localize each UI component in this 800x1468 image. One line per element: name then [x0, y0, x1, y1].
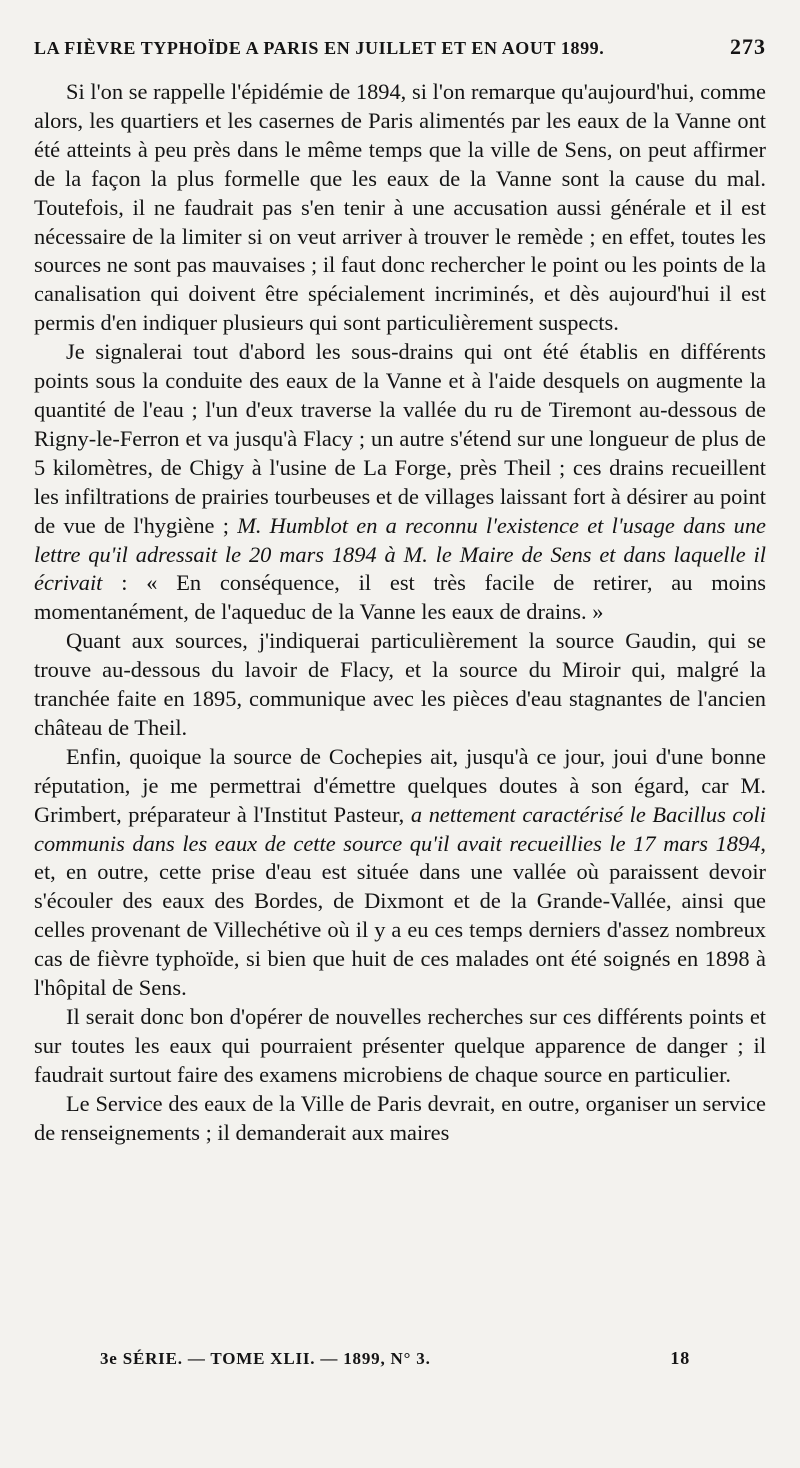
- series-info: 3e SÉRIE. — TOME XLII. — 1899, N° 3.: [100, 1349, 431, 1368]
- paragraph: [34, 78, 766, 338]
- text-segment: Je signalerai tout d'abord les sous-drains qui ont été établis en différents points sous la conduite des eaux de la Vanne et à l'aide desquels on augmente la quantité de l'eau ; l'un d'eux traverse la vallée du ru de Tiremont au-dessous de Rigny-le-Ferron et va jusqu'à Flacy ; un autre s'étend sur une longueur de plus de 5 kilomètres, de Chigy à l'usine de La Forge, près Theil ; ces drains recueillent les infiltrations de prairies tourbeuses et de villages laissant fort à désirer au point de vue de l'hygiène ;: [34, 339, 766, 538]
- text-segment: Il serait donc bon d'opérer de nouvelles recherches sur ces différents points et sur toutes les eaux qui pourraient présenter quelque apparence de danger ; il faudrait surtout faire des examens microbiens de chaque source en particulier.: [34, 1004, 766, 1087]
- page-footer: [100, 1348, 690, 1369]
- body-text: [34, 78, 766, 1148]
- paragraph: [34, 1090, 766, 1148]
- text-segment: Quant aux sources, j'indiquerai particulièrement la source Gaudin, qui se trouve au-dessous du lavoir de Flacy, et la source du Miroir qui, malgré la tranchée faite en 1895, communique avec les pièces d'eau stagnantes de l'ancien château de Theil.: [34, 628, 766, 740]
- running-title: LA FIÈVRE TYPHOÏDE A PARIS EN JUILLET ET EN AOUT 1899.: [34, 38, 605, 58]
- running-header: [34, 34, 766, 68]
- signature-mark: 18: [670, 1348, 690, 1368]
- paragraph: [34, 627, 766, 743]
- paragraph: [34, 743, 766, 1003]
- text-segment: : « En conséquence, il est très facile de retirer, au moins momentanément, de l'aqueduc de la Vanne les eaux de drains. »: [34, 570, 766, 625]
- page-number: 273: [730, 34, 766, 59]
- text-segment: Enfin, quoique la source de Cochepies ait, jusqu'à ce jour, joui d'une bonne réputation, je me permettrai d'émettre quelques doutes à son égard, car M. Grimbert, préparateur à l'Institut Pasteur,: [34, 743, 766, 827]
- text-segment: , et, en outre, cette prise d'eau est située dans une vallée où paraissent devoir s'écouler des eaux des Bordes, de Dixmont et de la Grande-Vallée, ainsi que celles provenant de Villechétive où il y a eu ces temps derniers d'assez nombreux cas de fièvre typhoïde, si bien que huit de ces malades ont été soignés en 1898 à l'hôpital de Sens.: [34, 830, 766, 1001]
- text-segment: Le Service des eaux de la Ville de Paris devrait, en outre, organiser un service de renseignements ; il demanderait aux maires: [34, 1090, 766, 1145]
- italic-text-segment: M. Humblot en a reconnu l'existence et l'usage dans une lettre qu'il adressait le 20 mars 1894 à M. le Maire de Sens et dans laquelle il écrivait: [34, 512, 766, 596]
- paragraph: [34, 338, 766, 627]
- paragraph: [34, 1003, 766, 1090]
- text-segment: Si l'on se rappelle l'épidémie de 1894, si l'on remarque qu'aujourd'hui, comme alors, les quartiers et les casernes de Paris alimentés par les eaux de la Vanne ont été atteints à peu près dans le même temps que la ville de Sens, on peut affirmer de la façon la plus formelle que les eaux de la Vanne sont la cause du mal. Toutefois, il ne faudrait pas s'en tenir à une accusation aussi générale et il est nécessaire de la limiter si on veut arriver à trouver le remède ; en effet, toutes les sources ne sont pas mauvaises ; il faut donc rechercher le point ou les points de la canalisation qui doivent être spécialement incriminés, et dès aujourd'hui il est permis d'en indiquer plusieurs qui sont particulièrement suspects.: [34, 79, 766, 336]
- italic-text-segment: a nettement caractérisé le Bacillus coli communis dans les eaux de cette source qu'il avait recueillies le 17 mars 1894: [34, 801, 766, 856]
